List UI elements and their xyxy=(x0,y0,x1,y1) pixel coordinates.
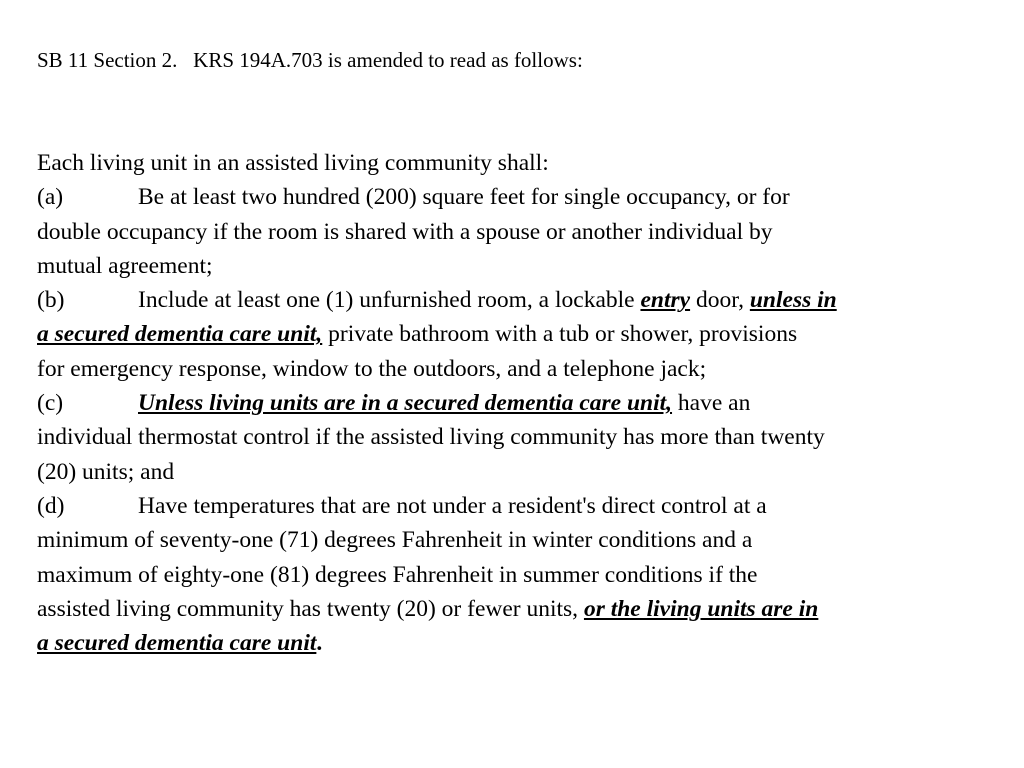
item-b-line-3: for emergency response, window to the outdoors, and a telephone jack; xyxy=(37,355,707,382)
item-c-line-1 xyxy=(37,386,992,420)
item-d-text-1: Have temperatures that are not under a resident's direct control at a xyxy=(138,492,767,519)
statute-text xyxy=(37,146,992,660)
item-c-label: (c) xyxy=(37,390,64,417)
item-d-line-3: maximum of eighty-one (81) degrees Fahrenheit in summer conditions if the xyxy=(37,561,758,588)
item-a-line-2: double occupancy if the room is shared with a spouse or another individual by xyxy=(37,218,773,245)
item-a-line-3: mutual agreement; xyxy=(37,252,213,279)
amendment-unless-living-units: Unless living units are in a secured dementia care unit, xyxy=(138,390,673,417)
amendment-or-living-units: or the living units are in xyxy=(583,595,819,622)
item-d-label: (d) xyxy=(37,492,65,519)
bill-reference: SB 11 Section 2. xyxy=(37,48,178,72)
amendment-secured-unit: a secured dementia care unit, xyxy=(37,321,323,348)
amendment-secured-unit-final: a secured dementia care unit xyxy=(37,630,317,657)
slide-heading xyxy=(37,46,583,74)
item-d-text-4: assisted living community has twenty (20) or fewer units, xyxy=(37,595,579,622)
item-d-line-5 xyxy=(37,626,992,660)
item-b-line-2 xyxy=(37,317,992,351)
item-b-text-2: door, xyxy=(695,287,744,314)
statute-reference: KRS 194A.703 is amended to read as follows: xyxy=(193,48,583,72)
amendment-entry: entry xyxy=(640,287,691,314)
item-c-text-1: have an xyxy=(677,390,751,417)
item-c-line-3: (20) units; and xyxy=(37,458,175,485)
item-b-text-3: private bathroom with a tub or shower, provisions xyxy=(328,321,798,348)
item-b-line-1 xyxy=(37,283,992,317)
final-period: . xyxy=(316,630,323,657)
item-d-line-2: minimum of seventy-one (71) degrees Fahrenheit in winter conditions and a xyxy=(37,527,753,554)
item-b-text-1: Include at least one (1) unfurnished room, a lockable xyxy=(138,287,635,314)
item-b-label: (b) xyxy=(37,287,65,314)
item-d-line-1 xyxy=(37,489,992,523)
item-a-line-1 xyxy=(37,180,992,214)
intro-line: Each living unit in an assisted living community shall: xyxy=(37,150,549,176)
item-a-label: (a) xyxy=(37,184,64,211)
item-a-text-1: Be at least two hundred (200) square feet for single occupancy, or for xyxy=(138,184,790,211)
item-c-line-2: individual thermostat control if the assisted living community has more than twenty xyxy=(37,424,825,451)
item-d-line-4 xyxy=(37,592,992,626)
amendment-unless-in: unless in xyxy=(749,287,837,314)
